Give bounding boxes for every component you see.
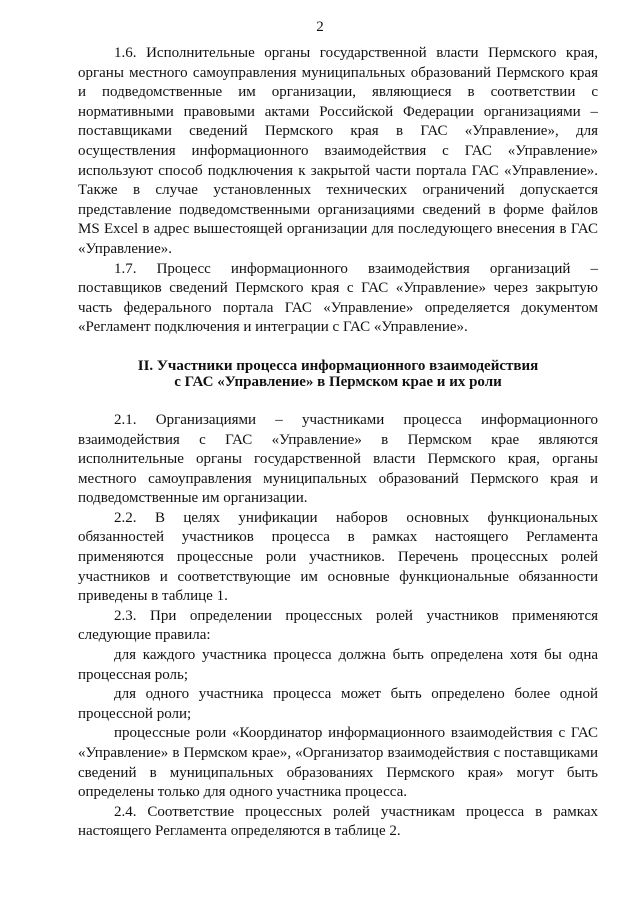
paragraph-2-1: 2.1. Организациями – участниками процесса информационного взаимодействия с ГАС «Управление» в Пермском крае являются исполнительные органы государственной власти Пермского края, органы местного самоуправления муниципальных образований Пермского края и подведомственные им организации. — [78, 411, 598, 507]
rule-item-3: процессные роли «Координатор информационного взаимодействия с ГАС «Управление» в Пермском крае», «Организатор взаимодействия с поставщиками сведений в муниципальных образованиях Пермского края» могут быть определены только для одного участника процесса. — [78, 725, 598, 801]
paragraph-2-2: 2.2. В целях унификации наборов основных функциональных обязанностей участников процесса в рамках настоящего Регламента применяются процессные роли участников. Перечень процессных ролей участников и соответствующие им основные функциональные обязанности приведены в таблице 1. — [78, 509, 598, 605]
section-heading-line-2: с ГАС «Управление» в Пермском крае и их роли — [174, 373, 502, 390]
rule-item-2: для одного участника процесса может быть определено более одной процессной роли; — [78, 686, 598, 722]
paragraph-1-7: 1.7. Процесс информационного взаимодействия организаций – поставщиков сведений Пермского края с ГАС «Управление» через закрытую часть федерального портала ГАС «Управление» определяется документом «Регламент подключения и интеграции с ГАС «Управление». — [78, 260, 598, 336]
paragraph-2-4: 2.4. Соответствие процессных ролей участникам процесса в рамках настоящего Регламента определяются в таблице 2. — [78, 803, 598, 840]
rule-item-1: для каждого участника процесса должна быть определена хотя бы одна процессная роль; — [78, 647, 598, 683]
page-number: 2 — [316, 19, 324, 35]
document-body — [78, 44, 598, 842]
paragraph-2-3: 2.3. При определении процессных ролей участников применяются следующие правила: — [78, 607, 598, 644]
paragraph-1-6: 1.6. Исполнительные органы государственной власти Пермского края, органы местного самоуправления муниципальных образований Пермского края и подведомственные им организации, являющиеся в соответствии с нормативными правовыми актами Российской Федерации организациями – поставщиками сведений Пермского края в ГАС «Управление», для осуществления информационного взаимодействия с ГАС «Управление» используют способ подключения к закрытой части портала ГАС «Управление». Также в случае установленных технических ограничений допускается представление подведомственными организациями сведений в форме файлов MS Excel в адрес вышестоящей организации для последующего внесения в ГАС «Управление». — [78, 45, 598, 257]
section-heading-line-1: II. Участники процесса информационного взаимодействия — [137, 357, 539, 374]
section-heading — [78, 358, 598, 390]
